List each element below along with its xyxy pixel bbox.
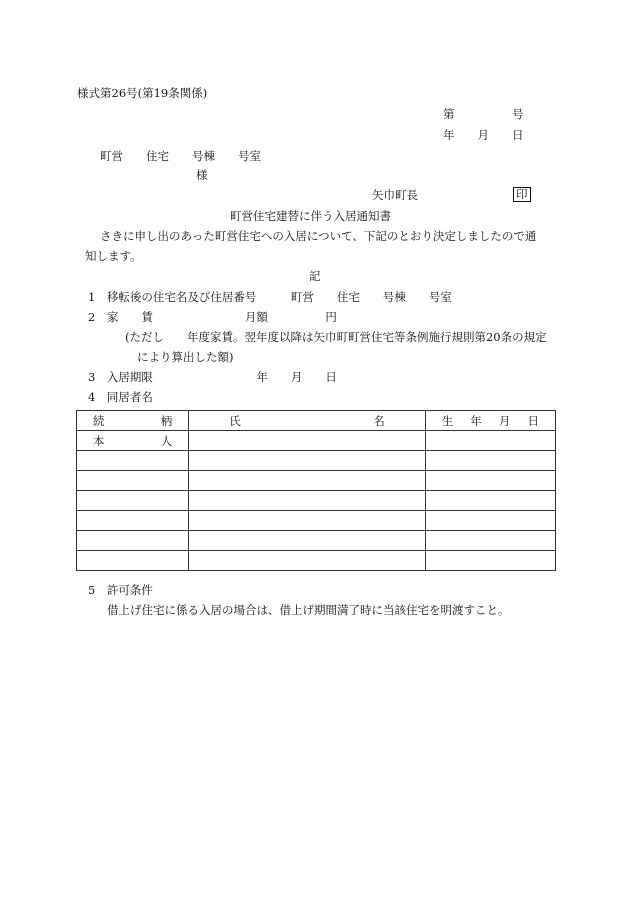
cell-relation[interactable] [77,471,189,491]
cell-name[interactable] [189,431,425,451]
recipient-honorific: 様 [196,168,208,182]
recipient-address: 町営 住宅 号棟 号室 [100,149,261,163]
cell-birthdate[interactable] [425,551,555,571]
cell-birthdate[interactable] [425,531,555,551]
cell-relation[interactable] [77,491,189,511]
item-1: 1 移転後の住宅名及び住居番号 町営 住宅 号棟 号室 [88,290,452,304]
seal-mark [513,187,531,202]
item-5: 5 許可条件 [88,583,153,597]
table-row [77,551,556,571]
cell-relation[interactable] [77,531,189,551]
item-2: 2 家 賃 月額 円 [88,310,337,324]
table-row [77,511,556,531]
cell-birthdate[interactable] [425,511,555,531]
header-birthdate: 生 年 月 日 [425,411,555,431]
table-row [77,531,556,551]
item-2-note-2: により算出した額) [137,350,234,364]
cell-name[interactable] [189,511,425,531]
cell-birthdate[interactable] [425,491,555,511]
cell-name[interactable] [189,531,425,551]
form-number: 様式第26号(第19条関係) [77,86,208,100]
cell-birthdate[interactable] [425,431,555,451]
document-number: 第 号 [443,107,524,121]
issuer-name: 矢巾町長 [372,188,418,202]
cell-relation[interactable] [77,511,189,531]
cohabitant-table [76,410,556,571]
cell-name[interactable] [189,451,425,471]
issue-date: 年 月 日 [443,128,524,142]
cell-relation-self: 本 人 [77,431,189,451]
item-3: 3 入居期限 年 月 日 [88,370,337,384]
cell-name[interactable] [189,491,425,511]
item-2-note-1: (ただし 年度家賃。翌年度以降は矢巾町町営住宅等条例施行規則第20条の規定 [125,330,547,344]
seal-label: 印 [513,187,531,202]
item-5-text: 借上げ住宅に係る入居の場合は、借上げ期間満了時に当該住宅を明渡すこと。 [107,603,510,617]
ki-heading: 記 [309,269,321,283]
header-name: 氏 名 [189,411,425,431]
item-4: 4 同居者名 [88,390,153,404]
table-header-row [77,411,556,431]
table-row [77,451,556,471]
header-relation: 続 柄 [77,411,189,431]
cell-name[interactable] [189,471,425,491]
table-row [77,431,556,451]
cell-relation[interactable] [77,451,189,471]
cell-relation[interactable] [77,551,189,571]
body-line-1: さきに申し出のあった町営住宅への入居について、下記のとおり決定しましたので通 [100,229,537,243]
body-line-2: 知します。 [85,249,142,263]
cell-birthdate[interactable] [425,451,555,471]
table-row [77,491,556,511]
table-row [77,471,556,491]
cell-birthdate[interactable] [425,471,555,491]
document-title: 町営住宅建替に伴う入居通知書 [230,209,391,223]
cell-name[interactable] [189,551,425,571]
